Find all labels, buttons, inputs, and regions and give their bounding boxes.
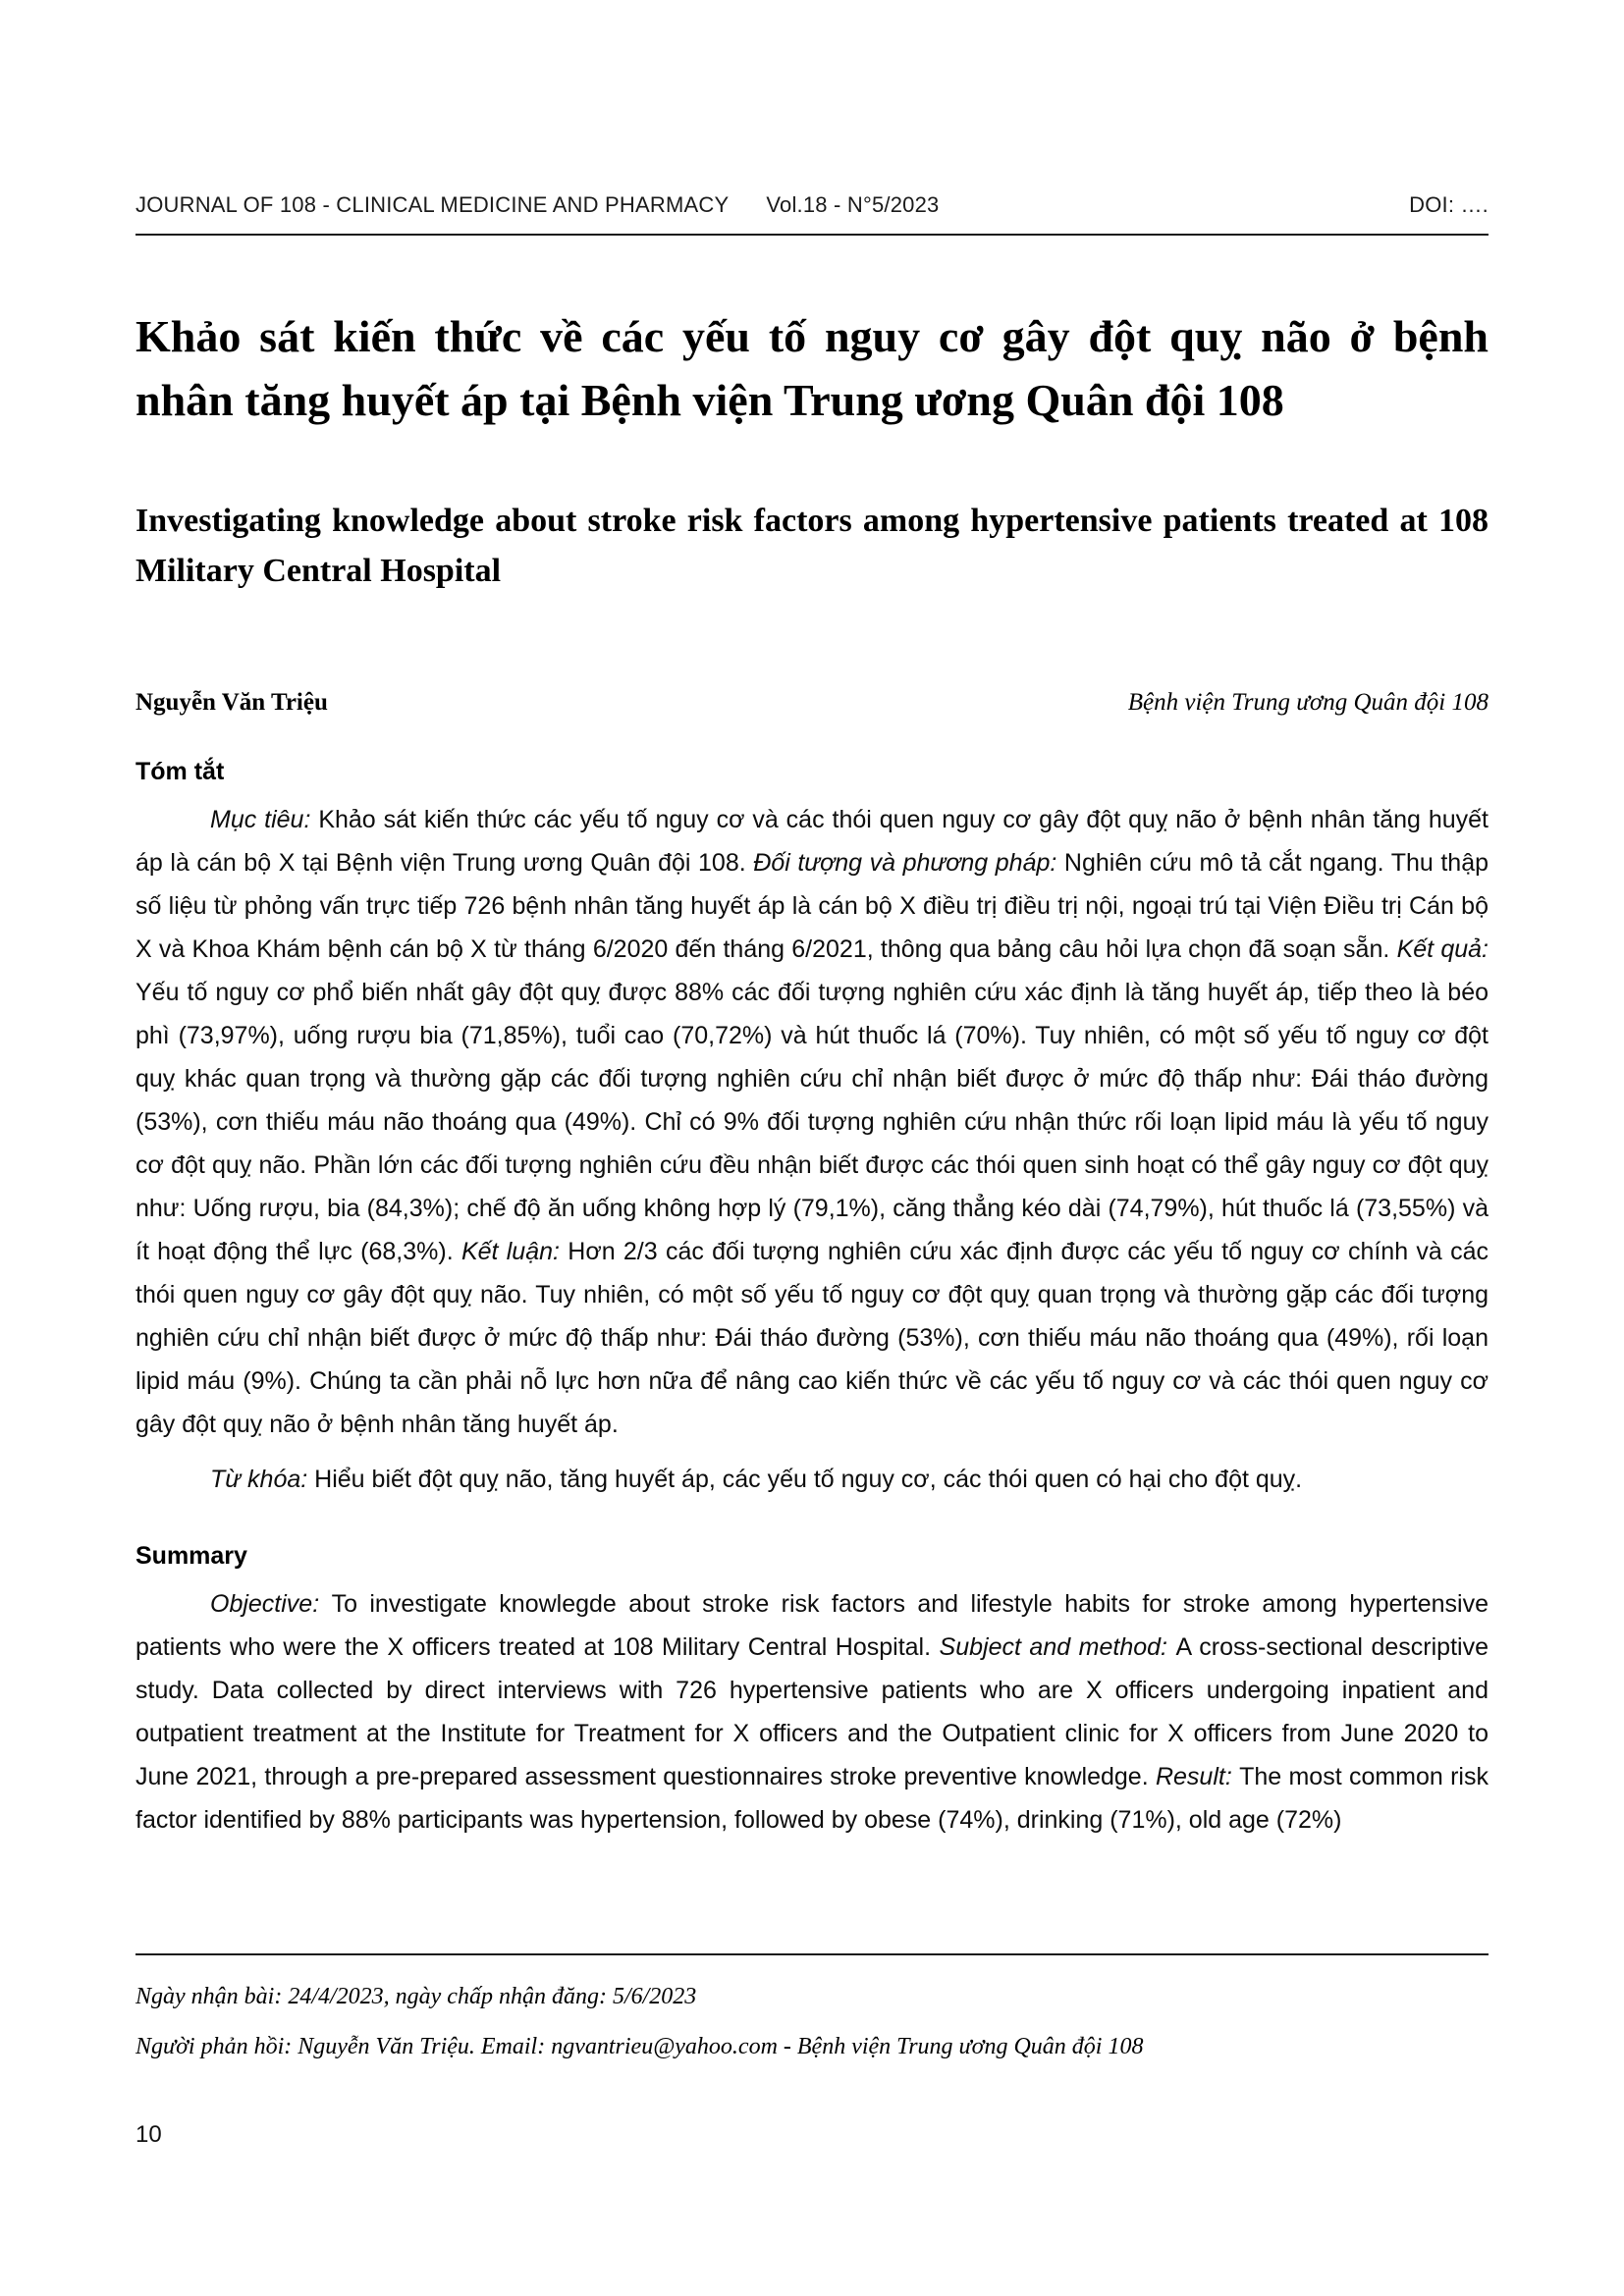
author-name: Nguyễn Văn Triệu xyxy=(135,688,328,716)
page-number: 10 xyxy=(135,2121,162,2148)
section-heading-summary: Summary xyxy=(135,1541,247,1570)
content-spacer xyxy=(135,1842,1489,1953)
volume-issue: Vol.18 - N°5/2023 xyxy=(766,192,940,217)
footnote-divider xyxy=(135,1953,1489,1955)
abstract-en-paragraph: Objective: To investigate knowlegde about stroke risk factors and lifestyle habits for stroke among hypertensive patients who were the X officers treated at 108 Military Central Hospital. Subject and method: A cross-sectional descriptive study. Data collected by direct interviews with 726 hypertensive patients who are X officers undergoing inpatient and outpatient treatment at the Institute for Treatment for X officers and the Outpatient clinic for X officers from June 2020 to June 2021, through a pre-prepared assessment questionnaires stroke preventive knowledge. Result: The most common risk factor identified by 88% participants was hypertension, followed by obese (74%), drinking (71%), old age (72%) xyxy=(135,1589,1489,1834)
footnote-received: Ngày nhận bài: 24/4/2023, ngày chấp nhận đăng: 5/6/2023 xyxy=(135,1983,697,2009)
running-header xyxy=(135,192,1489,218)
article-title-vi: Khảo sát kiến thức về các yếu tố nguy cơ gây đột quỵ não ở bệnh nhân tăng huyết áp tại Bệnh viện Trung ương Quân đội 108 xyxy=(135,311,1489,426)
journal-name: JOURNAL OF 108 - CLINICAL MEDICINE AND PHARMACY xyxy=(135,192,730,217)
byline xyxy=(135,689,1489,717)
doi-label: DOI: …. xyxy=(1409,192,1489,217)
abstract-vi-paragraph: Mục tiêu: Khảo sát kiến thức các yếu tố nguy cơ và các thói quen nguy cơ gây đột quỵ não ở bệnh nhân tăng huyết áp là cán bộ X tại Bệnh viện Trung ương Quân đội 108. Đối tượng và phương pháp: Nghiên cứu mô tả cắt ngang. Thu thập số liệu từ phỏng vấn trực tiếp 726 bệnh nhân tăng huyết áp là cán bộ X điều trị điều trị nội, ngoại trú tại Viện Điều trị Cán bộ X và Khoa Khám bệnh cán bộ X từ tháng 6/2020 đến tháng 6/2021, thông qua bảng câu hỏi lựa chọn đã soạn sẵn. Kết quả: Yếu tố nguy cơ phổ biến nhất gây đột quỵ được 88% các đối tượng nghiên cứu xác định là tăng huyết áp, tiếp theo là béo phì (73,97%), uống rượu bia (71,85%), tuổi cao (70,72%) và hút thuốc lá (70%). Tuy nhiên, có một số yếu tố nguy cơ đột quỵ khác quan trọng và thường gặp các đối tượng nghiên cứu chỉ nhận biết được ở mức độ thấp như: Đái tháo đường (53%), cơn thiếu máu não thoáng qua (49%). Chỉ có 9% đối tượng nghiên cứu nhận thức rối loạn lipid máu là yếu tố nguy cơ đột quỵ não. Phần lớn các đối tượng nghiên cứu đều nhận biết được các thói quen sinh hoạt có thể gây nguy cơ đột quỵ như: Uống rượu, bia (84,3%); chế độ ăn uống không hợp lý (79,1%), căng thẳng kéo dài (74,79%), hút thuốc lá (73,55%) và ít hoạt động thể lực (68,3%). Kết luận: Hơn 2/3 các đối tượng nghiên cứu xác định được các yếu tố nguy cơ chính và các thói quen nguy cơ gây đột quỵ não. Tuy nhiên, có một số yếu tố nguy cơ đột quỵ quan trọng và thường gặp các đối tượng nghiên cứu chỉ nhận biết được ở mức độ thấp như: Đái tháo đường (53%), cơn thiếu máu não thoáng qua (49%), rối loạn lipid máu (9%). Chúng ta cần phải nỗ lực hơn nữa để nâng cao kiến thức về các yếu tố nguy cơ và các thói quen nguy cơ gây đột quỵ não ở bệnh nhân tăng huyết áp. xyxy=(135,805,1489,1438)
footnote-block xyxy=(135,1953,1489,2082)
keywords-paragraph: Từ khóa: Hiểu biết đột quỵ não, tăng huyết áp, các yếu tố nguy cơ, các thói quen có hại cho đột quỵ. xyxy=(210,1465,1303,1493)
article-title-en: Investigating knowledge about stroke risk factors among hypertensive patients treated at 108 Military Central Hospital xyxy=(135,503,1489,590)
author-affiliation: Bệnh viện Trung ương Quân đội 108 xyxy=(1127,688,1489,716)
section-heading-tom-tat: Tóm tắt xyxy=(135,757,225,785)
running-header-left xyxy=(135,192,939,218)
header-divider xyxy=(135,234,1489,236)
footnote-correspondence: Người phản hồi: Nguyễn Văn Triệu. Email: ngvantrieu@yahoo.com - Bệnh viện Trung ương Quân đội 108 xyxy=(135,2034,1144,2060)
